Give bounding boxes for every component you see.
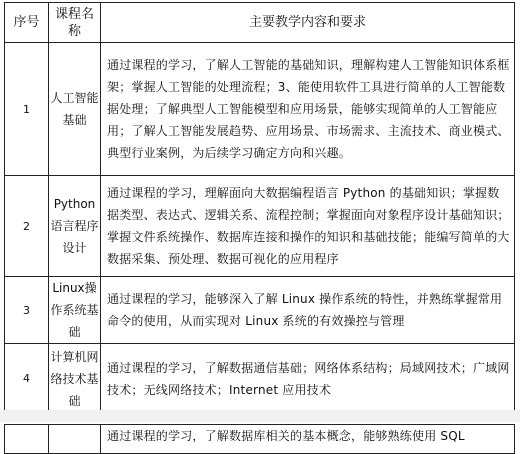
header-name: 课程名称 xyxy=(49,3,101,43)
course-content: 通过课程的学习，了解人工智能的基础知识，理解构建人工智能知识体系框架；掌握人工智能的处理流程；3、能使用软件工具进行简单的人工智能数据处理；了解典型人工智能模型和应用场景，能够实现简单的人工智能应用；了解人工智能发展趋势、应用场景、市场需求、主流技术、商业模式、典型行业案例，为后续学习确定方向和兴趣。 xyxy=(101,43,515,176)
course-name: 人工智能基础 xyxy=(49,43,101,176)
row-number xyxy=(5,425,49,454)
course-name: 计算机网络技术基础 xyxy=(49,344,101,414)
table-row xyxy=(5,344,515,414)
row-number: 4 xyxy=(5,344,49,414)
course-content: 通过课程的学习，了解数据通信基础；网络体系结构；局域网技术；广域网技术；无线网络技术；Internet 应用技术 xyxy=(101,344,515,414)
row-number: 1 xyxy=(5,43,49,176)
course-name: Linux操作系统基础 xyxy=(49,277,101,344)
course-content: 通过课程的学习，理解面向大数据编程语言 Python 的基础知识；掌握数据类型、表达式、逻辑关系、流程控制；掌握面向对象程序设计基础知识；掌握文件系统操作、数据库连接和操作的知识和基础技能；能编写简单的大数据采集、预处理、数据可视化的应用程序 xyxy=(101,176,515,277)
course-content: 通过课程的学习，了解数据库相关的基本概念，能够熟练使用 SQL xyxy=(101,425,515,454)
row-number: 3 xyxy=(5,277,49,344)
page-break xyxy=(0,410,520,422)
course-content: 通过课程的学习，能够深入了解 Linux 操作系统的特性，并熟练掌握常用命令的使用，从而实现对 Linux 系统的有效操控与管理 xyxy=(101,277,515,344)
table-row xyxy=(5,425,515,454)
table-row xyxy=(5,176,515,277)
table-row xyxy=(5,277,515,344)
row-number: 2 xyxy=(5,176,49,277)
course-name xyxy=(49,425,101,454)
header-content: 主要教学内容和要求 xyxy=(101,3,515,43)
header-num: 序号 xyxy=(5,3,49,43)
table-row xyxy=(5,43,515,176)
course-table-continued xyxy=(4,424,515,454)
header-row xyxy=(5,3,515,43)
course-table xyxy=(4,2,515,414)
course-name: Python语言程序设计 xyxy=(49,176,101,277)
